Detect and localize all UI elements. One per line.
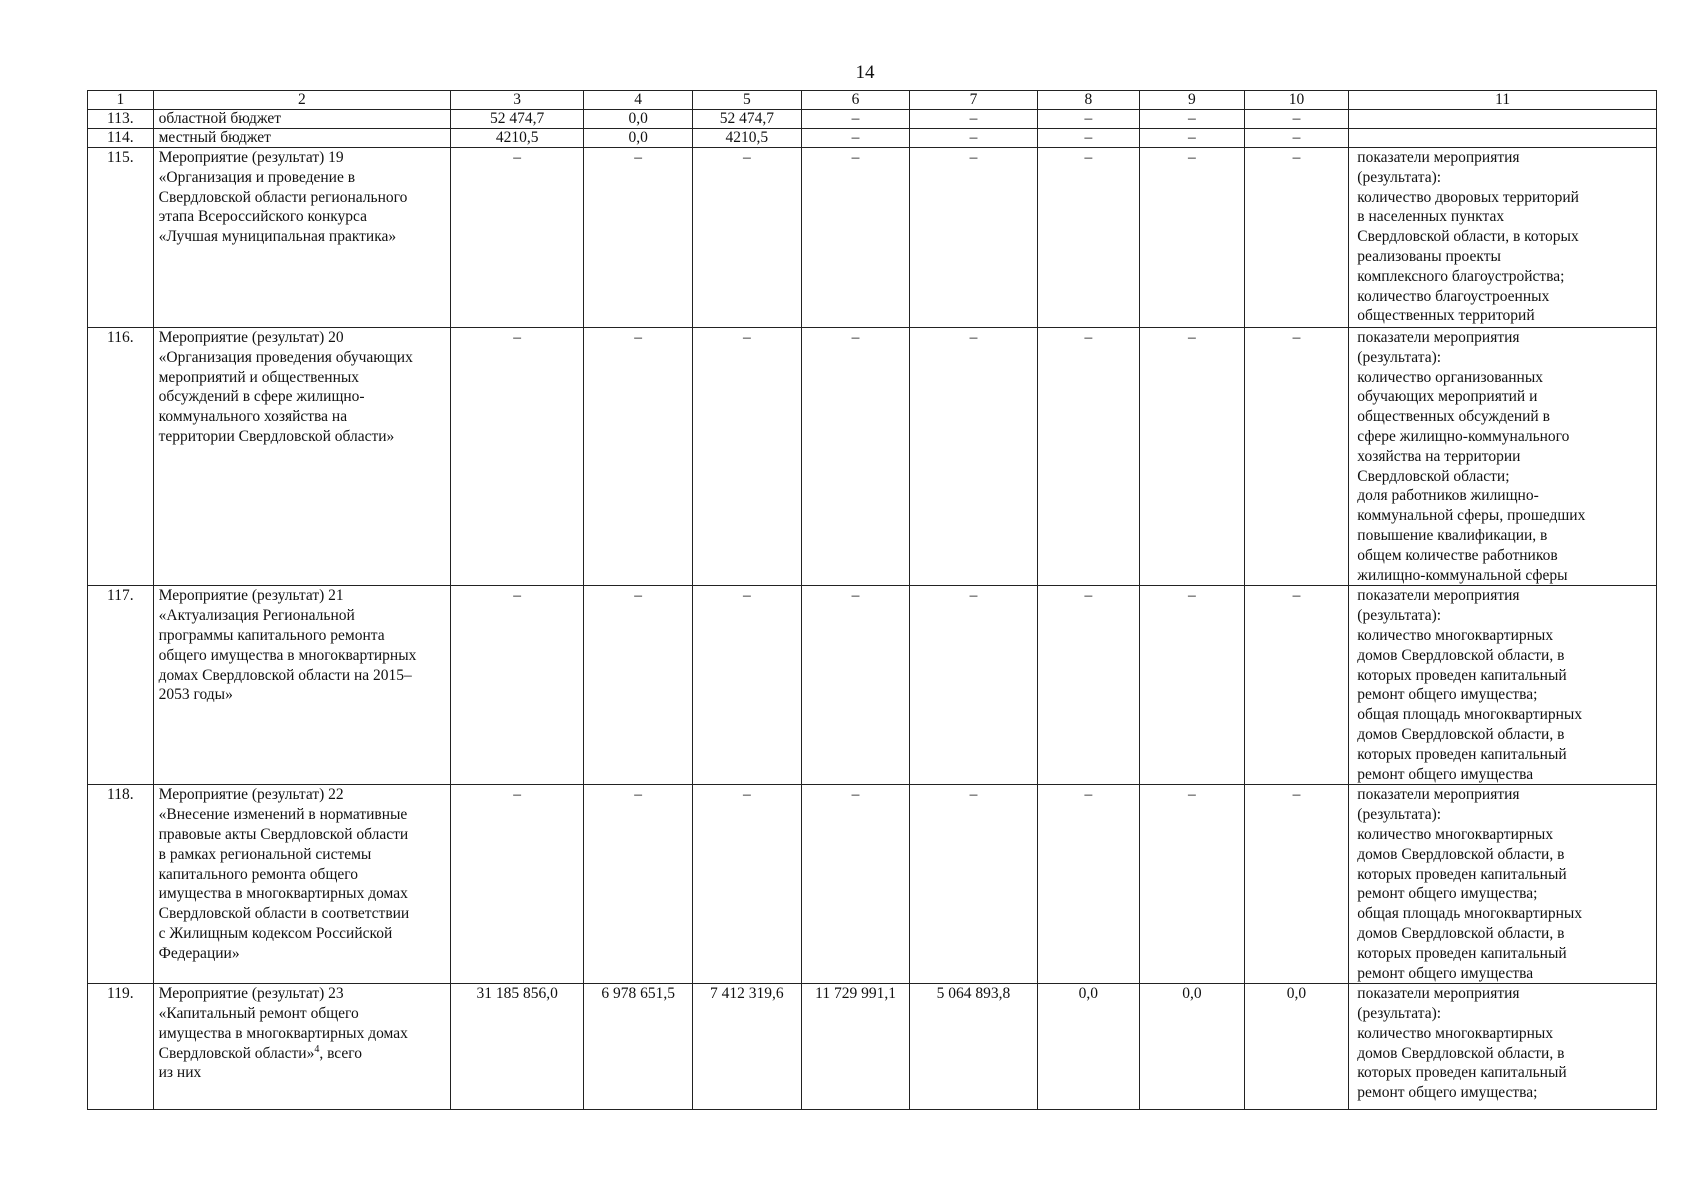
value-cell: 7 412 319,6 (693, 984, 802, 1110)
value-cell: 6 978 651,5 (584, 984, 693, 1110)
value-cell: 0,0 (584, 110, 693, 129)
value-cell: – (693, 328, 802, 586)
row-number: 116. (88, 328, 154, 586)
indicator-cell (1349, 129, 1657, 148)
header-cell: 2 (153, 91, 450, 110)
value-cell: – (910, 148, 1037, 328)
value-cell: – (1244, 785, 1349, 984)
value-cell: – (451, 328, 584, 586)
value-cell: – (1244, 148, 1349, 328)
value-cell: 0,0 (1037, 984, 1140, 1110)
indicator-cell: показатели мероприятия (результата): количество дворовых территорий в населенных пунктах Свердловской области, в которых реализованы проекты комплексного благоустройства; количество благоустроенных общественных территорий (1349, 148, 1657, 328)
indicator-cell: показатели мероприятия (результата): количество многоквартирных домов Свердловской области, в которых проведен капитальный ремонт общего имущества; общая площадь многоквартирных домов Свердловской области, в которых проведен капитальный ремонт общего имущества (1349, 785, 1657, 984)
value-cell: – (801, 785, 910, 984)
budget-table (87, 90, 1657, 1110)
value-cell: 5 064 893,8 (910, 984, 1037, 1110)
row-name: Мероприятие (результат) 19 «Организация и проведение в Свердловской области регионального этапа Всероссийского конкурса «Лучшая муниципальная практика» (153, 148, 450, 328)
value-cell: – (1037, 586, 1140, 785)
value-cell: – (1140, 129, 1245, 148)
value-cell: – (584, 328, 693, 586)
indicator-cell: показатели мероприятия (результата): количество многоквартирных домов Свердловской области, в которых проведен капитальный ремонт общего имущества; общая площадь многоквартирных домов Свердловской области, в которых проведен капитальный ремонт общего имущества (1349, 586, 1657, 785)
value-cell: – (693, 785, 802, 984)
row-name: Мероприятие (результат) 21 «Актуализация Региональной программы капитального ремонта общего имущества в многоквартирных домах Свердловской области на 2015– 2053 годы» (153, 586, 450, 785)
row-name-tail: , всего из них (158, 1044, 362, 1082)
row-number: 114. (88, 129, 154, 148)
value-cell: 31 185 856,0 (451, 984, 584, 1110)
value-cell: – (910, 110, 1037, 129)
row-name: Мероприятие (результат) 20 «Организация проведения обучающих мероприятий и общественных обсуждений в сфере жилищно- коммунального хозяйства на территории Свердловской области» (153, 328, 450, 586)
header-cell: 8 (1037, 91, 1140, 110)
value-cell: – (693, 148, 802, 328)
row-name-text: Мероприятие (результат) 23 «Капитальный ремонт общего имущества в многоквартирных домах Свердловской области» (158, 985, 408, 1062)
value-cell: – (910, 328, 1037, 586)
header-cell: 9 (1140, 91, 1245, 110)
row-number: 113. (88, 110, 154, 129)
table-header-row (88, 91, 1657, 110)
table-row (88, 110, 1657, 129)
header-cell: 6 (801, 91, 910, 110)
header-cell: 5 (693, 91, 802, 110)
table-row (88, 148, 1657, 328)
value-cell: – (801, 328, 910, 586)
value-cell: – (451, 785, 584, 984)
value-cell: – (801, 129, 910, 148)
header-cell: 7 (910, 91, 1037, 110)
value-cell: – (1244, 328, 1349, 586)
value-cell: – (693, 586, 802, 785)
value-cell: 11 729 991,1 (801, 984, 910, 1110)
indicator-cell: показатели мероприятия (результата): количество организованных обучающих мероприятий и общественных обсуждений в сфере жилищно-коммунального хозяйства на территории Свердловской области; доля работников жилищно- коммунальной сферы, прошедших повышение квалификации, в общем количестве работников жилищно-коммунальной сферы (1349, 328, 1657, 586)
value-cell: – (1037, 785, 1140, 984)
value-cell: – (801, 148, 910, 328)
value-cell: 4210,5 (693, 129, 802, 148)
value-cell: – (1037, 328, 1140, 586)
table-row (88, 984, 1657, 1110)
value-cell: – (584, 785, 693, 984)
row-name: областной бюджет (153, 110, 450, 129)
value-cell: 0,0 (584, 129, 693, 148)
value-cell: – (451, 586, 584, 785)
row-name: местный бюджет (153, 129, 450, 148)
value-cell: – (1037, 148, 1140, 328)
value-cell: 0,0 (1244, 984, 1349, 1110)
page-number: 14 (855, 62, 875, 83)
row-name: Мероприятие (результат) 22 «Внесение изменений в нормативные правовые акты Свердловской области в рамках региональной системы капитального ремонта общего имущества в многоквартирных домах Свердловской области в соответствии с Жилищным кодексом Российской Федерации» (153, 785, 450, 984)
header-cell: 11 (1349, 91, 1657, 110)
header-cell: 3 (451, 91, 584, 110)
indicator-cell (1349, 110, 1657, 129)
value-cell: 52 474,7 (693, 110, 802, 129)
value-cell: 52 474,7 (451, 110, 584, 129)
value-cell: – (1140, 328, 1245, 586)
value-cell: – (1140, 586, 1245, 785)
row-number: 118. (88, 785, 154, 984)
value-cell: – (451, 148, 584, 328)
table-row (88, 129, 1657, 148)
value-cell: – (1140, 110, 1245, 129)
value-cell: – (910, 785, 1037, 984)
value-cell: – (801, 586, 910, 785)
table-row (88, 785, 1657, 984)
row-name (153, 984, 450, 1110)
value-cell: – (1140, 148, 1245, 328)
value-cell: – (1037, 110, 1140, 129)
value-cell: – (910, 586, 1037, 785)
indicator-cell: показатели мероприятия (результата): количество многоквартирных домов Свердловской области, в которых проведен капитальный ремонт общего имущества; (1349, 984, 1657, 1110)
value-cell: – (1244, 110, 1349, 129)
header-cell: 10 (1244, 91, 1349, 110)
value-cell: 4210,5 (451, 129, 584, 148)
header-cell: 1 (88, 91, 154, 110)
row-number: 117. (88, 586, 154, 785)
row-number: 119. (88, 984, 154, 1110)
value-cell: – (1140, 785, 1245, 984)
footnote-mark: 4 (314, 1043, 320, 1055)
value-cell: 0,0 (1140, 984, 1245, 1110)
value-cell: – (910, 129, 1037, 148)
value-cell: – (584, 148, 693, 328)
value-cell: – (801, 110, 910, 129)
header-cell: 4 (584, 91, 693, 110)
value-cell: – (1037, 129, 1140, 148)
value-cell: – (584, 586, 693, 785)
row-number: 115. (88, 148, 154, 328)
value-cell: – (1244, 586, 1349, 785)
value-cell: – (1244, 129, 1349, 148)
table-row (88, 586, 1657, 785)
table-row (88, 328, 1657, 586)
